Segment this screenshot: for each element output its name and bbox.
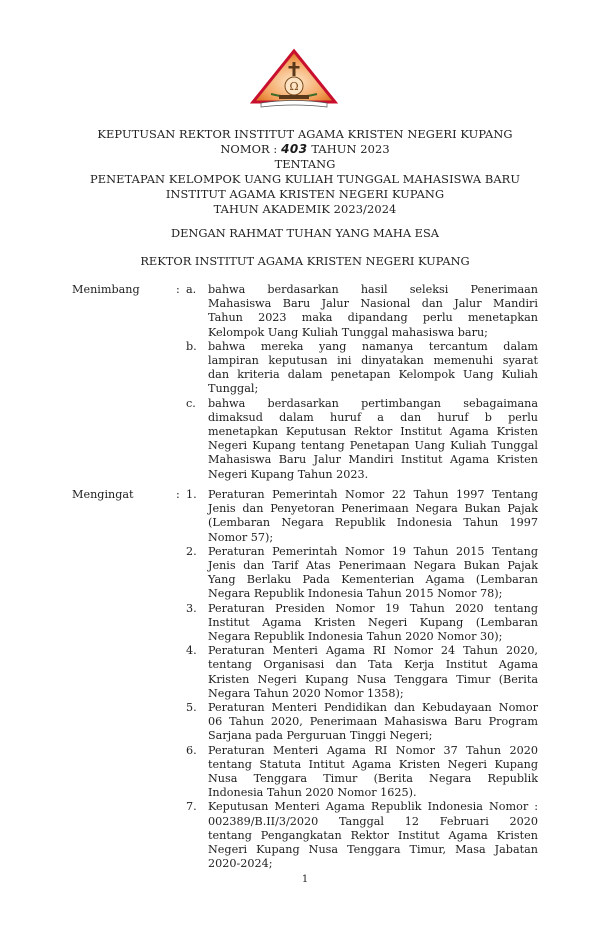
- menimbang-item-b: [72, 340, 542, 397]
- text-line: Sarjana pada Perguruan Tinggi Negeri;: [208, 729, 433, 743]
- item-text: [208, 545, 538, 602]
- text-line: Jenis dan Penyetoran Penerimaan Negara Bukan Pajak: [208, 502, 538, 516]
- item-number: 2.: [186, 544, 197, 558]
- text-line: lampiran keputusan ini dinyatakan memenuhi syarat: [208, 354, 538, 368]
- text-line: Peraturan Pemerintah Nomor 19 Tahun 2015 Tentang: [208, 544, 538, 558]
- text-line: Negara Tahun 2020 Nomor 1358);: [208, 686, 404, 700]
- text-line: (Lembaran Negara Republik Indonesia Tahun 1997: [208, 516, 538, 530]
- menimbang-label: Menimbang: [72, 283, 140, 296]
- page-number: 1: [301, 874, 309, 885]
- subject-line-3: TAHUN AKADEMIK 2023/2024: [213, 202, 397, 216]
- text-line: Mahasiswa Baru Jalur Mandiri Institut Agama Kristen: [208, 453, 538, 467]
- text-line: bahwa berdasarkan hasil seleksi Penerimaan: [208, 283, 538, 296]
- text-line: Mahasiswa Baru Jalur Nasional dan Jalur Mandiri: [208, 297, 538, 311]
- item-text: [208, 340, 538, 397]
- mengingat-item-3: [72, 602, 542, 645]
- text-line: Peraturan Menteri Agama RI Nomor 37 Tahun 2020: [208, 743, 538, 757]
- text-line: Tahun 2023 maka dipandang perlu menetapkan: [208, 311, 538, 325]
- text-line: Nomor 57);: [208, 530, 274, 544]
- item-text: [208, 744, 538, 801]
- text-line: Peraturan Presiden Nomor 19 Tahun 2020 tentang: [208, 601, 538, 615]
- text-line: 2020-2024;: [208, 857, 273, 871]
- text-line: Tunggal;: [208, 382, 259, 396]
- text-line: bahwa mereka yang namanya tercantum dalam: [208, 339, 538, 353]
- text-line: tentang Pengangkatan Rektor Institut Agama Kristen: [208, 828, 538, 842]
- nomor-label: NOMOR :: [220, 142, 282, 156]
- handwritten-number: 403: [281, 142, 308, 156]
- item-text: [208, 800, 538, 871]
- text-line: Institut Agama Kristen Negeri Kupang (Lembaran: [208, 615, 538, 629]
- text-line: Peraturan Menteri Agama RI Nomor 24 Tahun 2020,: [208, 644, 538, 658]
- mengingat-item-1: [72, 488, 542, 545]
- text-line: Kristen Negeri Kupang Nusa Tenggara Timur (Berita: [208, 672, 538, 686]
- menimbang-item-c: [72, 397, 542, 482]
- item-number: 6.: [186, 743, 197, 757]
- item-text: [208, 701, 538, 744]
- text-line: Indonesia Tahun 2020 Nomor 1625).: [208, 786, 417, 800]
- mengingat-item-7: [72, 800, 542, 871]
- text-line: tentang Statuta Intitut Agama Kristen Negeri Kupang: [208, 757, 538, 771]
- item-letter: c.: [186, 396, 196, 410]
- mengingat-item-4: [72, 644, 542, 701]
- menimbang-colon: :: [176, 283, 180, 296]
- text-line: Jenis dan Tarif Atas Penerimaan Negara Bukan Pajak: [208, 559, 538, 573]
- tentang-label: TENTANG: [274, 157, 336, 171]
- invocation: DENGAN RAHMAT TUHAN YANG MAHA ESA: [170, 226, 440, 240]
- text-line: 06 Tahun 2020, Penerimaan Mahasiswa Baru Program: [208, 715, 538, 729]
- svg-text:Ω: Ω: [289, 80, 299, 93]
- decree-title: KEPUTUSAN REKTOR INSTITUT AGAMA KRISTEN NEGERI KUPANG: [97, 127, 513, 141]
- text-line: Negeri Kupang Nusa Tenggara Timur, Masa Jabatan: [208, 843, 538, 857]
- item-text: [208, 488, 538, 545]
- text-line: Peraturan Menteri Pendidikan dan Kebudayaan Nomor: [208, 701, 538, 715]
- text-line: Peraturan Pemerintah Nomor 22 Tahun 1997 Tentang: [208, 488, 538, 501]
- text-line: dimaksud dalam huruf a dan huruf b perlu: [208, 410, 538, 424]
- text-line: Negeri Kupang Tahun 2023.: [208, 467, 369, 481]
- mengingat-section: [72, 488, 542, 871]
- text-line: tentang Organisasi dan Tata Kerja Institut Agama: [208, 658, 538, 672]
- institution-triangle-logo-icon: [249, 48, 339, 110]
- item-text: [208, 602, 538, 645]
- text-line: menetapkan Keputusan Rektor Institut Agama Kristen: [208, 425, 538, 439]
- subject-line-1: PENETAPAN KELOMPOK UANG KULIAH TUNGGAL MAHASISWA BARU: [89, 172, 521, 186]
- item-number: 7.: [186, 800, 197, 814]
- text-line: bahwa berdasarkan pertimbangan sebagaimana: [208, 396, 538, 410]
- text-line: dan kriteria dalam penetapan Kelompok Uang Kuliah: [208, 368, 538, 382]
- item-number: 4.: [186, 644, 197, 658]
- item-letter: a.: [186, 283, 197, 296]
- text-line: Kelompok Uang Kuliah Tunggal mahasiswa baru;: [208, 325, 488, 339]
- menimbang-item-a: [72, 283, 542, 340]
- item-number: 5.: [186, 701, 197, 715]
- decree-number-line: [60, 142, 550, 157]
- text-line: Nusa Tenggara Timur (Berita Negara Republik: [208, 772, 538, 786]
- item-number: 3.: [186, 601, 197, 615]
- mengingat-label: Mengingat: [72, 488, 134, 501]
- item-letter: b.: [186, 339, 197, 353]
- item-number: 1.: [186, 488, 197, 501]
- item-text: [208, 397, 538, 482]
- subject-line-2: INSTITUT AGAMA KRISTEN NEGERI KUPANG: [165, 187, 445, 201]
- decree-heading: [60, 127, 550, 217]
- text-line: Negeri Kupang tentang Penetapan Uang Kuliah Tunggal: [208, 439, 538, 453]
- item-text: [208, 283, 538, 340]
- text-line: Negara Republik Indonesia Tahun 2015 Nomor 78);: [208, 587, 503, 601]
- text-line: 002389/B.II/3/2020 Tanggal 12 Februari 2020: [208, 814, 538, 828]
- text-line: Negara Republik Indonesia Tahun 2020 Nomor 30);: [208, 630, 503, 644]
- nomor-year: TAHUN 2023: [307, 142, 390, 156]
- mengingat-item-5: [72, 701, 542, 744]
- mengingat-colon: :: [176, 488, 180, 501]
- text-line: Yang Berlaku Pada Kementerian Agama (Lembaran: [208, 573, 538, 587]
- mengingat-item-6: [72, 744, 542, 801]
- menimbang-section: [72, 283, 542, 482]
- text-line: Keputusan Menteri Agama Republik Indonesia Nomor :: [208, 800, 538, 814]
- mengingat-item-2: [72, 545, 542, 602]
- item-text: [208, 644, 538, 701]
- issuer: REKTOR INSTITUT AGAMA KRISTEN NEGERI KUPANG: [140, 254, 470, 268]
